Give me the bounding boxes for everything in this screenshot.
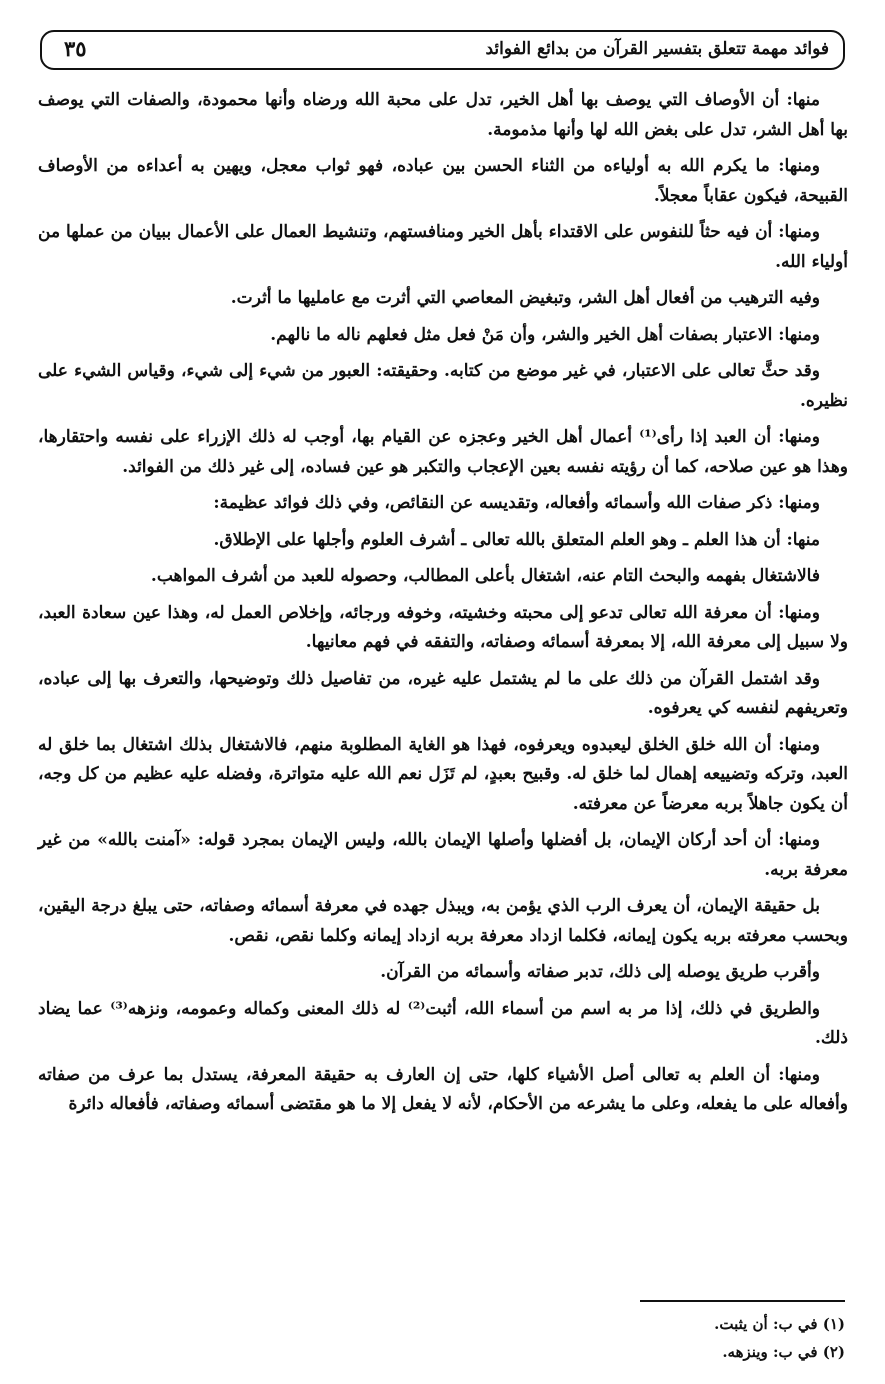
paragraph: ومنها: أن أحد أركان الإيمان، بل أفضلها وأصلها الإيمان بالله، وليس الإيمان بمجرد قوله: «آمنت بالله» من غير معرفة بربه. bbox=[38, 830, 848, 880]
paragraph: بل حقيقة الإيمان، أن يعرف الرب الذي يؤمن به، ويبذل جهده في معرفة أسمائه وصفاته، حتى يبلغ درجة اليقين، وبحسب معرفته بربه يكون إيمانه، فكلما ازداد معرفة بربه ازداد إيمانه وكلما نقص، نقص. bbox=[38, 896, 848, 946]
footnote: (٢) في ب: وينزهه. bbox=[722, 1343, 845, 1361]
paragraph: والطريق في ذلك، إذا مر به اسم من أسماء الله، أثبت⁽²⁾ له ذلك المعنى وكماله وعمومه، ونزهه⁽³⁾ عما يضاد ذلك. bbox=[38, 998, 848, 1048]
header-title: فوائد مهمة تتعلق بتفسير القرآن من بدائع الفوائد bbox=[485, 39, 829, 59]
paragraph: ومنها: ذكر صفات الله وأسمائه وأفعاله، وتقديسه عن النقائص، وفي ذلك فوائد عظيمة: bbox=[213, 493, 820, 513]
page-number: ٣٥ bbox=[64, 36, 87, 61]
paragraph: ومنها: ما يكرم الله به أولياءه من الثناء الحسن بين عباده، فهو ثواب معجل، ويهين به أعداءه من الأوصاف القبيحة، فيكون عقاباً معجلاً. bbox=[38, 156, 848, 206]
paragraph: ومنها: أن فيه حثاً للنفوس على الاقتداء بأهل الخير ومنافستهم، وتنشيط العمال على الأعمال ببيان من عملها من أولياء الله. bbox=[38, 222, 848, 272]
paragraph: ومنها: أن معرفة الله تعالى تدعو إلى محبته وخشيته، وخوفه ورجائه، وإخلاص العمل له، وهذا عين سعادة العبد، ولا سبيل إلى معرفة الله، إلا بمعرفة أسمائه وصفاته، والتفقه في فهم معانيها. bbox=[38, 602, 848, 652]
footnote: (١) في ب: أن يثبت. bbox=[714, 1315, 845, 1333]
paragraph: وقد اشتمل القرآن من ذلك على ما لم يشتمل عليه غيره، من تفاصيل ذلك وتوضيحها، والتعرف بها إلى عباده، وتعريفهم لنفسه كي يعرفوه. bbox=[38, 668, 848, 718]
paragraph: وفيه الترهيب من أفعال أهل الشر، وتبغيض المعاصي التي أثرت مع عامليها ما أثرت. bbox=[230, 288, 820, 308]
paragraph: وقد حثَّ تعالى على الاعتبار، في غير موضع من كتابه. وحقيقته: العبور من شيء إلى شيء، وقياس الشيء على نظيره. bbox=[38, 361, 848, 411]
paragraph: ومنها: الاعتبار بصفات أهل الخير والشر، وأن مَنْ فعل مثل فعلهم ناله ما نالهم. bbox=[270, 324, 820, 345]
paragraph: منها: أن هذا العلم ـ وهو العلم المتعلق بالله تعالى ـ أشرف العلوم وأجلها على الإطلاق. bbox=[213, 529, 820, 550]
paragraph: ومنها: أن العبد إذا رأى⁽¹⁾ أعمال أهل الخير وعجزه عن القيام بها، أوجب له ذلك الإزراء على نفسه واحتقارها، وهذا هو عين صلاحه، كما أن رؤيته نفسه بعين الإعجاب والتكبر هو عين فساده، إلى غير ذلك من الفوائد. bbox=[38, 427, 848, 477]
paragraph: ومنها: أن العلم به تعالى أصل الأشياء كلها، حتى إن العارف به حقيقة المعرفة، يستدل بما عرف من صفاته وأفعاله على ما يفعله، وعلى ما يشرعه من الأحكام، لأنه لا يفعل إلا ما هو مقتضى أسمائه وصفاته، فأفعاله دائرة bbox=[38, 1064, 848, 1114]
paragraph: فالاشتغال بفهمه والبحث التام عنه، اشتغال بأعلى المطالب، وحصوله للعبد من أشرف المواهب. bbox=[150, 566, 820, 586]
paragraph: ومنها: أن الله خلق الخلق ليعبدوه ويعرفوه، فهذا هو الغاية المطلوبة منهم، فالاشتغال بذلك اشتغال بما خلق له العبد، وتركه وتضييعه إهمال لما خلق له. وقبيح بعبدٍ، لم تَزَل نعم الله عليه متواترة، وفضله عليه عظيم من كل وجه، أن يكون جاهلاً بربه معرضاً عن معرفته. bbox=[38, 734, 848, 814]
paragraph: وأقرب طريق يوصله إلى ذلك، تدبر صفاته وأسمائه من القرآن. bbox=[380, 962, 820, 982]
footnote-divider bbox=[640, 1300, 845, 1302]
body-text bbox=[38, 86, 848, 1127]
paragraph: منها: أن الأوصاف التي يوصف بها أهل الخير، تدل على محبة الله ورضاه وأنها محمودة، والصفات التي يوصف بها أهل الشر، تدل على بغض الله لها وأنها مذمومة. bbox=[38, 90, 848, 140]
footnotes bbox=[445, 1310, 845, 1366]
running-header bbox=[40, 30, 845, 70]
